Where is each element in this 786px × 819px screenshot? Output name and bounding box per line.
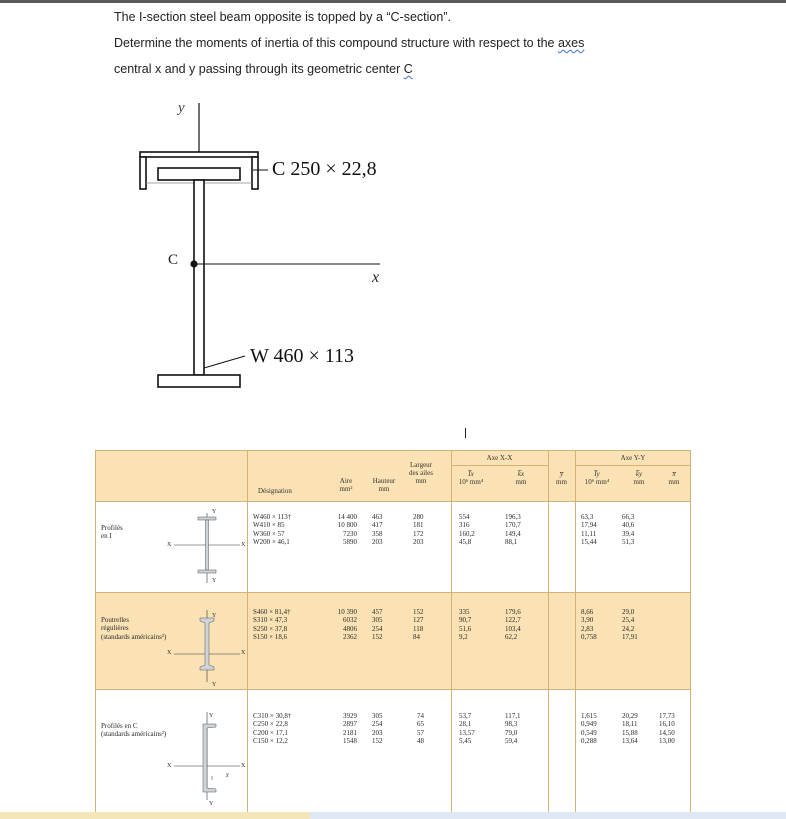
section-s-ky: 29,0 25,4 24,2 17,91 — [622, 608, 638, 642]
c-section-diagram — [170, 700, 245, 810]
section-i-designations: W460 × 113† W410 × 85 W360 × 57 W200 × 46,1 — [253, 513, 292, 547]
center-point-c — [190, 260, 197, 267]
section-c-area: 3929 2897 2181 1548 — [343, 712, 357, 746]
i-diagram-y-top: Y — [212, 509, 217, 515]
section-name-poutrelles: Poutrelles régulières (standards américains²) — [101, 616, 167, 641]
section-s-kx: 179,6 122,7 103,4 62,2 — [505, 608, 521, 642]
header-axis-xx: Axe X-X — [486, 454, 513, 462]
s-section-diagram — [170, 600, 245, 690]
i-diagram-x-left: X — [167, 542, 172, 548]
spellcheck-word-c[interactable]: C — [403, 62, 413, 76]
header-axis-yy: Axe Y-Y — [620, 454, 646, 462]
section-c-kx: 117,1 98,3 79,0 59,4 — [505, 712, 521, 746]
section-name-i: Profilés en I — [101, 524, 123, 541]
header-height: Hauteur mm — [372, 477, 396, 493]
steel-profiles-table — [95, 450, 691, 812]
w-beam-shape — [158, 168, 240, 387]
section-i-flange: 280 181 172 203 — [413, 513, 424, 547]
beam-designation-label: W 460 × 113 — [250, 345, 355, 367]
section-c-designations: C310 × 30,8† C250 × 22,8 C200 × 17,1 C150 × 12,2 — [253, 712, 292, 746]
figure-axis-y-label: y — [178, 100, 185, 116]
section-c-height: 305 254 203 152 — [372, 712, 383, 746]
c-diagram-y-bottom: Y — [209, 801, 214, 807]
section-c-ix: 53,7 28,1 13,57 5,45 — [459, 712, 475, 746]
problem-line-2-text: Determine the moments of inertia of this compound structure with respect to the — [114, 36, 558, 50]
text-cursor — [465, 428, 466, 438]
problem-line-1: The I-section steel beam opposite is topped by a “C-section”. — [114, 10, 451, 24]
problem-line-3-text: central x and y passing through its geometric center — [114, 62, 404, 76]
c-diagram-x-left: X — [167, 763, 172, 769]
header-flange-width: Largeur des ailes mm — [409, 461, 433, 485]
header-ix: I̅x 10⁶ mm⁴ — [458, 470, 484, 486]
figure-point-c-label: C — [168, 252, 179, 268]
spellcheck-word-axes[interactable]: axes — [557, 36, 585, 50]
i-diagram-x-right: X — [241, 542, 246, 548]
section-c-flange: 74 65 57 48 — [417, 712, 424, 746]
s-diagram-y-bottom: Y — [212, 682, 217, 688]
section-i-iy: 63,3 17,94 11,11 15,44 — [581, 513, 597, 547]
c-diagram-xbar: x̅ — [226, 773, 229, 779]
figure-axis-x-label: x — [372, 269, 380, 286]
i-section-diagram — [170, 505, 245, 590]
s-diagram-y-top: Y — [212, 613, 217, 619]
c-diagram-y-top: Y — [209, 713, 214, 719]
section-i-ky: 66,3 40,6 39,4 51,3 — [622, 513, 635, 547]
header-iy: I̅y 10⁶ mm⁴ — [584, 470, 610, 486]
section-s-height: 457 305 254 152 — [372, 608, 383, 642]
header-kx: k̅x mm — [515, 470, 527, 486]
section-c-iy: 1,615 0,949 0,549 0,288 — [581, 712, 597, 746]
section-i-height: 463 417 358 203 — [372, 513, 383, 547]
header-ybar: y̅ mm — [556, 470, 567, 486]
header-xbar: x̅ mm — [668, 470, 680, 486]
section-i-kx: 196,3 170,7 149,4 88,1 — [505, 513, 521, 547]
s-diagram-x-right: X — [241, 650, 246, 656]
c-diagram-x-right: X — [241, 763, 246, 769]
header-area: Aire mm² — [339, 477, 353, 493]
section-i-area: 14 400 10 800 7230 5890 — [337, 513, 357, 547]
section-i-ix: 554 316 160,2 45,8 — [459, 513, 475, 547]
section-s-designations: S460 × 81,4† S310 × 47,3 S250 × 37,8 S150 × 18,6 — [253, 608, 291, 642]
section-s-area: 10 390 6032 4806 2362 — [337, 608, 357, 642]
channel-designation-label: C 250 × 22,8 — [272, 158, 377, 180]
section-s-flange: 152 127 118 84 — [413, 608, 424, 642]
section-name-c: Profilés en C (standards américains²) — [101, 722, 167, 739]
i-diagram-y-bottom: Y — [212, 578, 217, 584]
header-ky: k̅y mm — [633, 470, 645, 486]
s-diagram-x-left: X — [167, 650, 172, 656]
beam-leader-line — [204, 356, 245, 368]
bottom-strip-2 — [310, 812, 786, 819]
header-designation: Désignation — [258, 487, 292, 495]
section-s-ix: 335 90,7 51,6 9,2 — [459, 608, 472, 642]
section-c-ky: 20,29 18,11 15,88 13,64 — [622, 712, 638, 746]
section-s-iy: 8,66 3,90 2,83 0,758 — [581, 608, 597, 642]
section-c-xbar: 17,73 16,10 14,50 13,00 — [659, 712, 675, 746]
